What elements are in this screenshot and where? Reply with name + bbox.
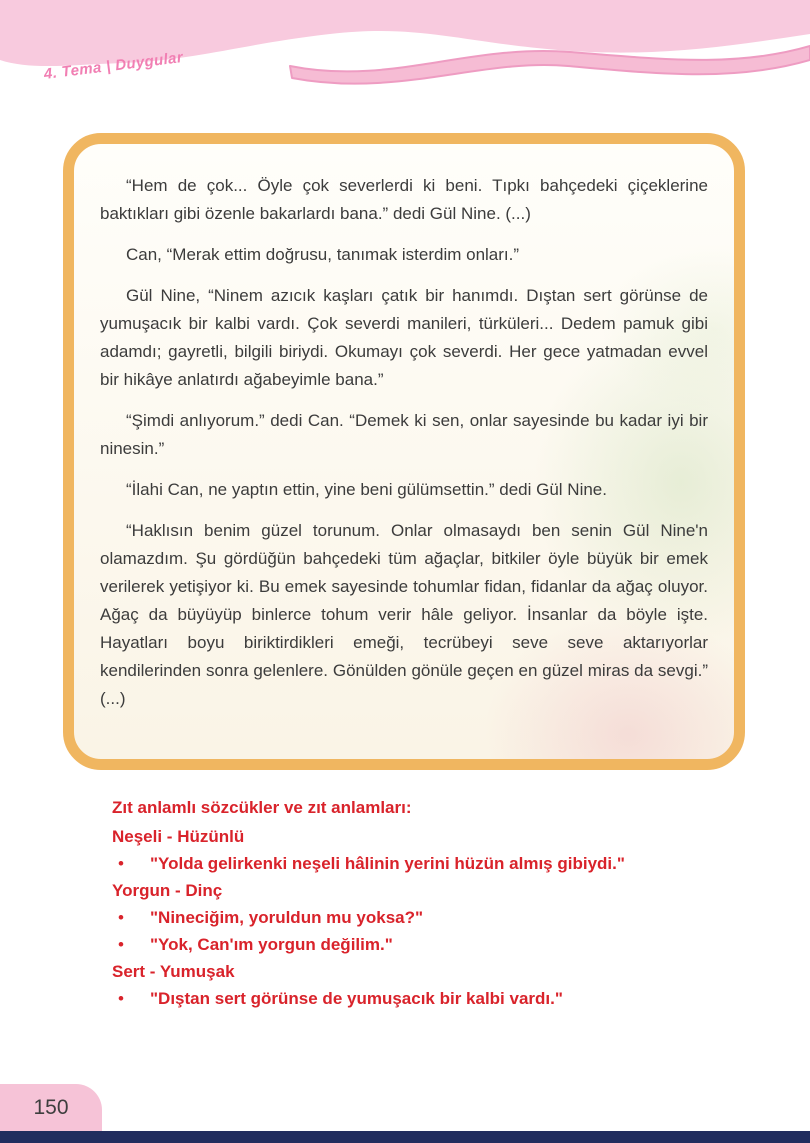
antonym-pair: Yorgun - Dinç bbox=[112, 881, 223, 900]
theme-label: 4. Tema | Duygular bbox=[42, 48, 185, 83]
antonym-example bbox=[112, 986, 742, 1012]
antonym-example-text: "Yolda gelirkenki neşeli hâlinin yerini hüzün almış gibiydi." bbox=[150, 854, 625, 873]
antonym-pair: Sert - Yumuşak bbox=[112, 962, 235, 981]
story-paragraph: Gül Nine, “Ninem azıcık kaşları çatık bir hanımdı. Dıştan sert görünse de yumuşacık bir kalbi vardı. Çok severdi manileri, türküleri... Dedem pamuk gibi adamdı; gayretli, bilgili biriydi. Okumayı çok severdi. Her gece yatmadan evvel bir hikâye anlatırdı ağabeyimle bana.” bbox=[100, 286, 708, 389]
antonym-example bbox=[112, 932, 742, 958]
antonym-example bbox=[112, 905, 742, 931]
bullet-icon: • bbox=[118, 854, 124, 873]
antonyms-section bbox=[112, 795, 742, 1013]
antonym-example-text: "Dıştan sert görünse de yumuşacık bir kalbi vardı." bbox=[150, 989, 563, 1008]
story-paragraph: “Haklısın benim güzel torunum. Onlar olmasaydı ben senin Gül Nine'n olamazdım. Şu gördüğün bahçedeki tüm ağaçlar, bitkiler öyle büyük bir emek verilerek yetişiyor ki. Bu emek sayesinde tohumlar fidan, fidanlar da ağaç oluyor. Ağaç da büyüyüp binlerce tohum verir hâle geliyor. İnsanlar da böyle işte. Hayatları boyu biriktirdikleri emeği, tecrübeyi seve seve aktarıyorlar kendilerinden sonra gelenlere. Gönülden gönüle geçen en güzel miras da sevgi.” (...) bbox=[100, 521, 708, 708]
page-number: 150 bbox=[33, 1095, 69, 1119]
footer-bar bbox=[0, 1131, 810, 1143]
bullet-icon: • bbox=[118, 989, 124, 1008]
antonym-example-text: "Nineciğim, yoruldun mu yoksa?" bbox=[150, 908, 424, 927]
antonym-example bbox=[112, 851, 742, 877]
bullet-icon: • bbox=[118, 908, 124, 927]
story-paragraph: “Hem de çok... Öyle çok severlerdi ki beni. Tıpkı bahçedeki çiçeklerine baktıkları gibi özenle bakarlardı bana.” dedi Gül Nine. (...) bbox=[100, 176, 708, 223]
page-number-badge bbox=[0, 1084, 102, 1131]
story-paragraph: “İlahi Can, ne yaptın ettin, yine beni gülümsettin.” dedi Gül Nine. bbox=[126, 480, 607, 499]
story-paragraph: Can, “Merak ettim doğrusu, tanımak isterdim onları.” bbox=[126, 245, 520, 264]
story-card bbox=[63, 133, 745, 770]
story-paragraph: “Şimdi anlıyorum.” dedi Can. “Demek ki sen, onlar sayesinde bu kadar iyi bir ninesin.” bbox=[100, 411, 708, 458]
antonym-example-text: "Yok, Can'ım yorgun değilim." bbox=[150, 935, 393, 954]
bullet-icon: • bbox=[118, 935, 124, 954]
antonym-pair: Neşeli - Hüzünlü bbox=[112, 827, 245, 846]
antonyms-heading: Zıt anlamlı sözcükler ve zıt anlamları: bbox=[112, 798, 412, 817]
